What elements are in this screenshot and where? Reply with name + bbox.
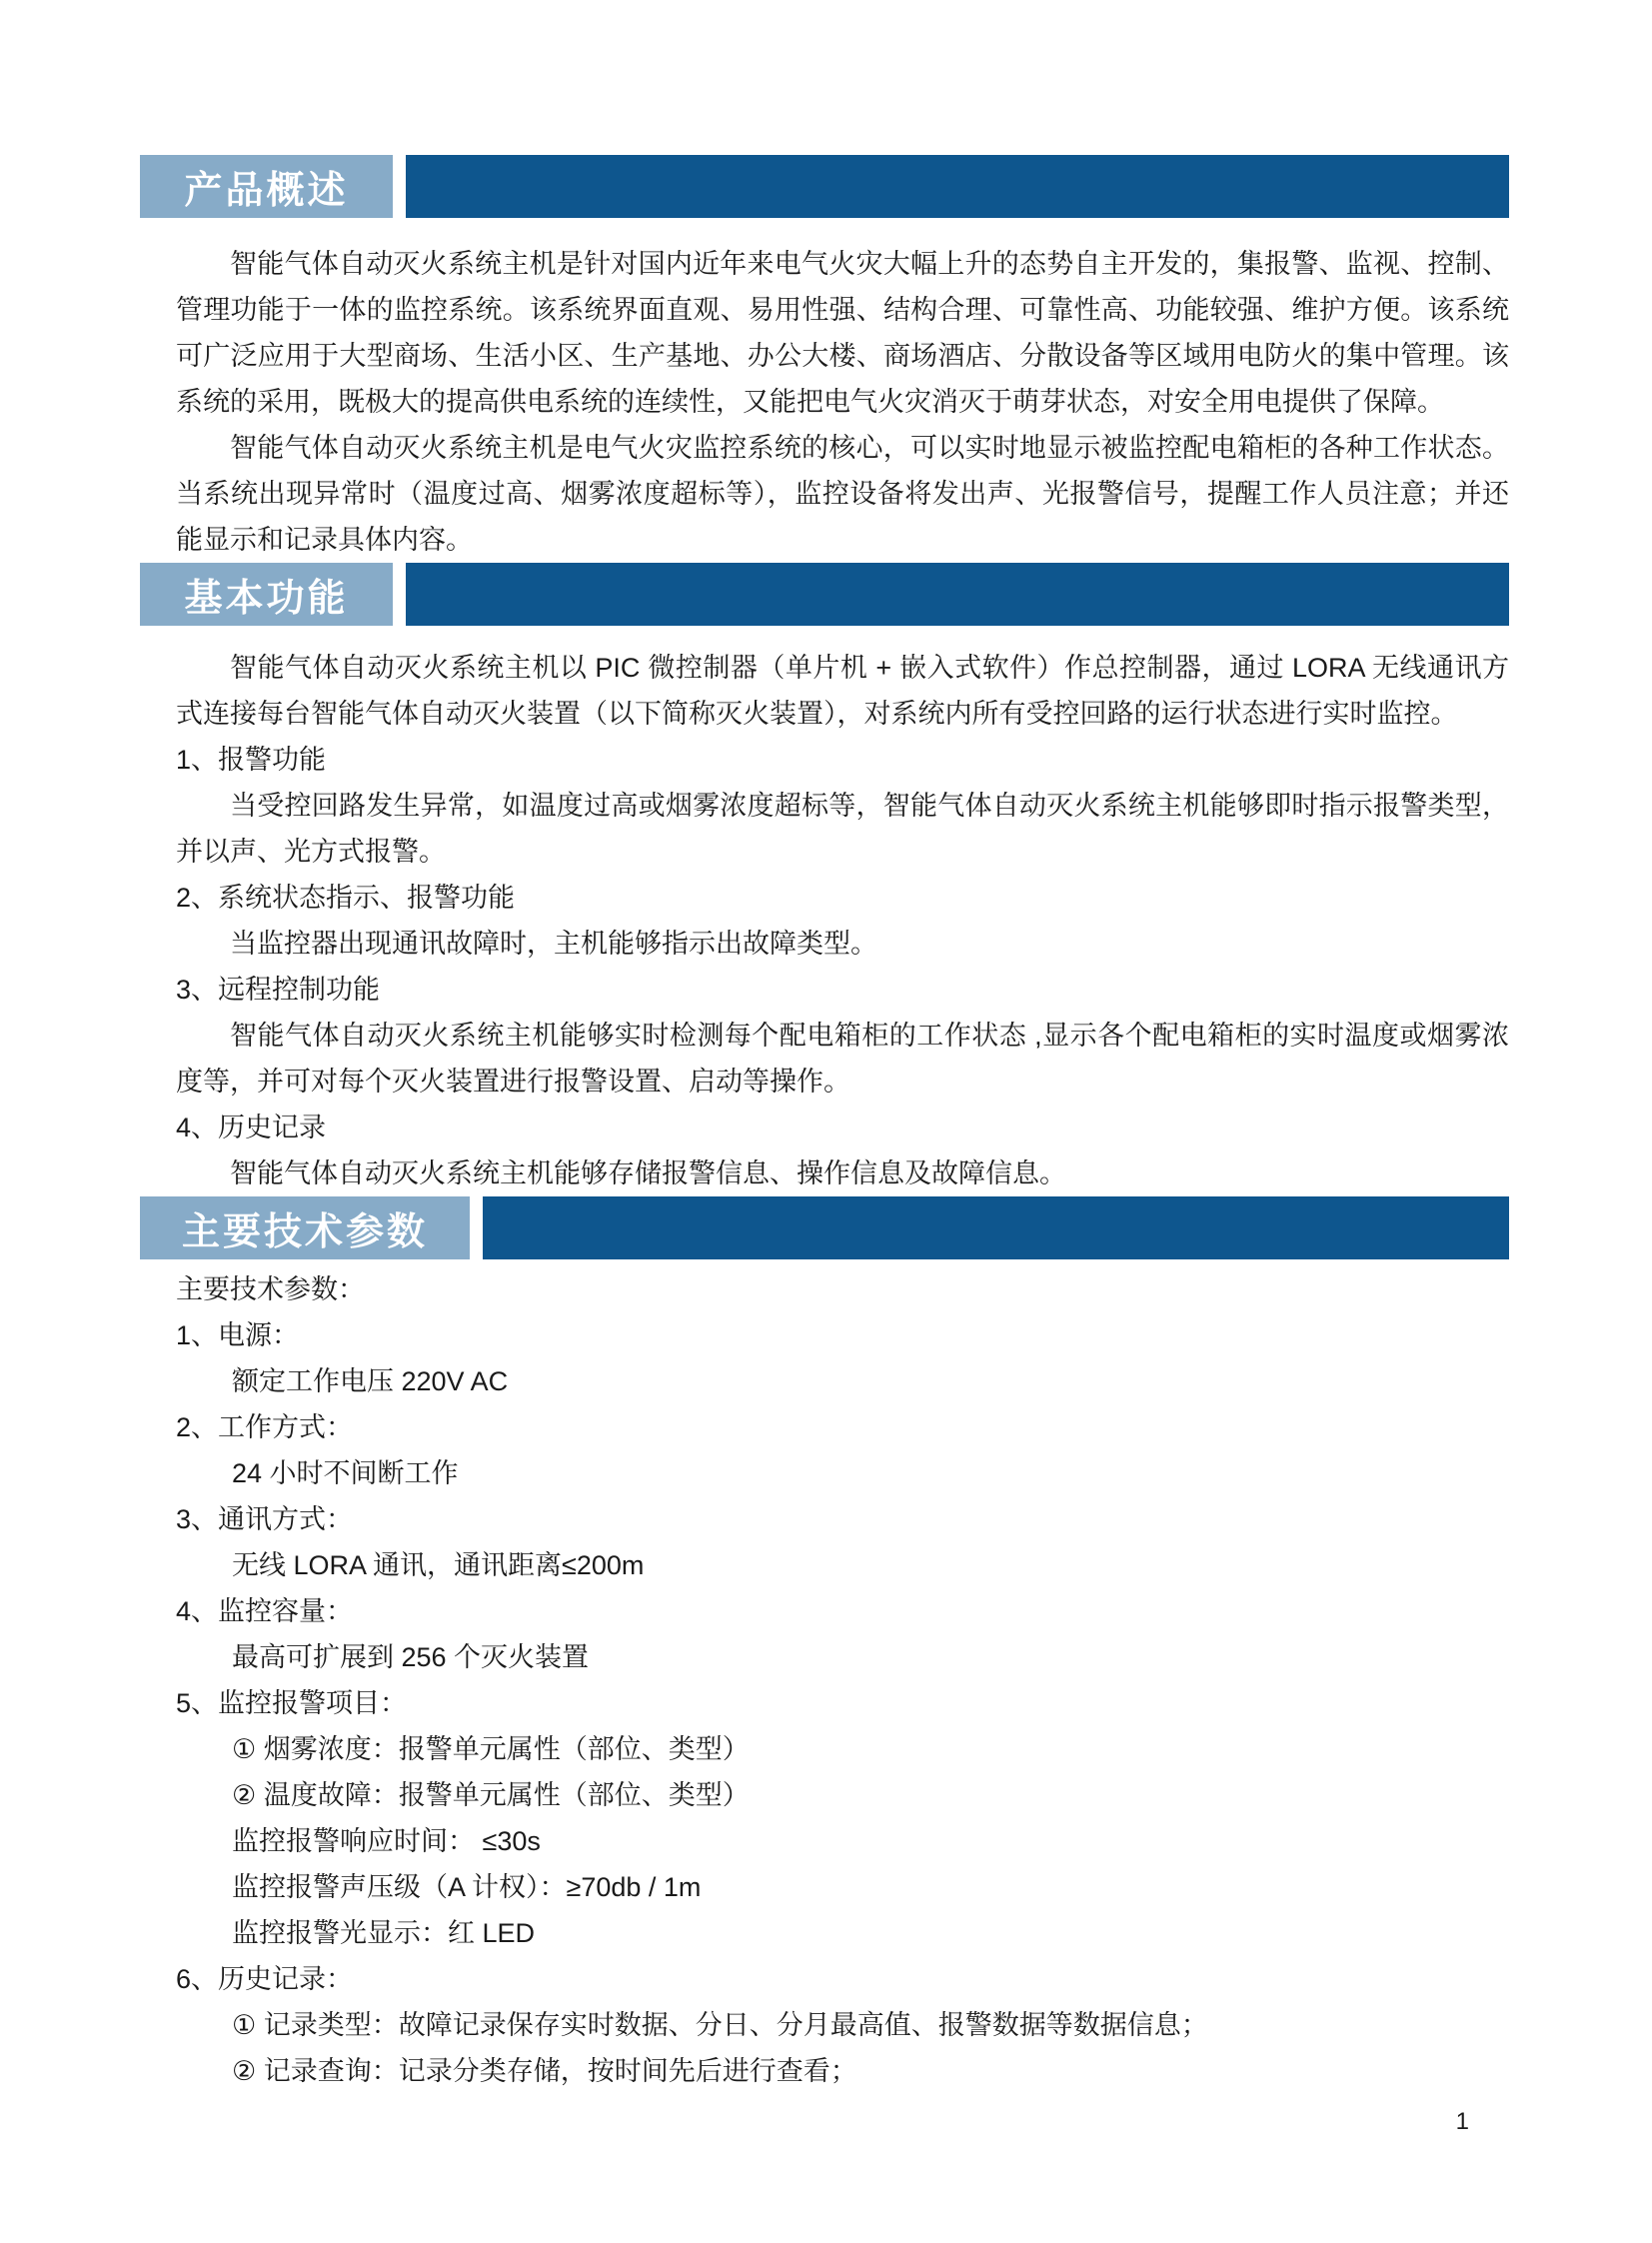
section-title-basic-functions: 基本功能 bbox=[140, 563, 393, 626]
parameter-5-item-1: ① 烟雾浓度：报警单元属性（部位、类型） bbox=[232, 1734, 750, 1764]
section-header-technical-parameters bbox=[140, 1196, 1509, 1259]
parameter-6-item-1: ① 记录类型：故障记录保存实时数据、分日、分月最高值、报警数据等数据信息； bbox=[232, 2010, 1208, 2040]
parameter-3-value: 无线 LORA 通讯，通讯距离≤200m bbox=[232, 1550, 645, 1580]
document-content bbox=[140, 0, 1509, 2142]
section-header-bar bbox=[483, 1196, 1509, 1259]
function-item-2-title: 2、系统状态指示、报警功能 bbox=[176, 883, 516, 913]
parameter-4-value: 最高可扩展到 256 个灭火装置 bbox=[232, 1642, 590, 1672]
paragraph-overview-2: 智能气体自动灭火系统主机是电气火灾监控系统的核心，可以实时地显示被监控配电箱柜的各种工作状态。当系统出现异常时（温度过高、烟雾浓度超标等），监控设备将发出声、光报警信号，提醒工作人员注意；并还能显示和记录具体内容。 bbox=[176, 433, 1509, 555]
function-item-4-body: 智能气体自动灭火系统主机能够存储报警信息、操作信息及故障信息。 bbox=[230, 1158, 1066, 1188]
parameter-1-title: 1、电源： bbox=[176, 1320, 300, 1350]
parameter-1-value: 额定工作电压 220V AC bbox=[232, 1366, 509, 1396]
function-item-1-title: 1、报警功能 bbox=[176, 745, 327, 775]
paragraph-overview-1: 智能气体自动灭火系统主机是针对国内近年来电气火灾大幅上升的态势自主开发的，集报警、监视、控制、管理功能于一体的监控系统。该系统界面直观、易用性强、结构合理、可靠性高、功能较强、维护方便。该系统可广泛应用于大型商场、生活小区、生产基地、办公大楼、商场酒店、分散设备等区域用电防火的集中管理。该系统的采用，既极大的提高供电系统的连续性，又能把电气火灾消灭于萌芽状态，对安全用电提供了保障。 bbox=[176, 249, 1509, 417]
parameter-2-value: 24 小时不间断工作 bbox=[232, 1458, 459, 1488]
function-item-2-body: 当监控器出现通讯故障时，主机能够指示出故障类型。 bbox=[230, 929, 877, 959]
parameters-intro: 主要技术参数： bbox=[176, 1274, 365, 1304]
parameter-6-title: 6、历史记录： bbox=[176, 1964, 354, 1994]
parameter-3-title: 3、通讯方式： bbox=[176, 1504, 354, 1534]
section-header-product-overview bbox=[140, 155, 1509, 218]
section-header-basic-functions bbox=[140, 563, 1509, 626]
parameter-5-item-2: ② 温度故障：报警单元属性（部位、类型） bbox=[232, 1780, 750, 1810]
function-item-1-body: 当受控回路发生异常，如温度过高或烟雾浓度超标等，智能气体自动灭火系统主机能够即时指示报警类型，并以声、光方式报警。 bbox=[176, 791, 1509, 867]
parameter-5-title: 5、监控报警项目： bbox=[176, 1688, 408, 1718]
function-item-3-body: 智能气体自动灭火系统主机能够实时检测每个配电箱柜的工作状态 ,显示各个配电箱柜的实时温度或烟雾浓度等，并可对每个灭火装置进行报警设置、启动等操作。 bbox=[176, 1021, 1509, 1097]
parameter-2-title: 2、工作方式： bbox=[176, 1412, 354, 1442]
section-title-product-overview: 产品概述 bbox=[140, 155, 393, 218]
function-item-4-title: 4、历史记录 bbox=[176, 1113, 327, 1142]
parameter-5-item-3: 监控报警响应时间： ≤30s bbox=[232, 1826, 541, 1856]
section-title-technical-parameters: 主要技术参数 bbox=[140, 1196, 470, 1259]
page-number: 1 bbox=[1455, 2108, 1469, 2135]
parameter-5-item-5: 监控报警光显示：红 LED bbox=[232, 1918, 536, 1948]
function-item-3-title: 3、远程控制功能 bbox=[176, 975, 381, 1005]
paragraph-functions-intro: 智能气体自动灭火系统主机以 PIC 微控制器（单片机 + 嵌入式软件）作总控制器，通过 LORA 无线通讯方式连接每台智能气体自动灭火装置（以下简称灭火装置），对系统内所有受控回路的运行状态进行实时监控。 bbox=[176, 653, 1509, 729]
parameter-4-title: 4、监控容量： bbox=[176, 1596, 354, 1626]
parameter-6-item-2: ② 记录查询：记录分类存储，按时间先后进行查看； bbox=[232, 2056, 857, 2086]
section-header-bar bbox=[406, 155, 1509, 218]
parameter-5-item-4: 监控报警声压级（A 计权）：≥70db / 1m bbox=[232, 1872, 702, 1902]
section-header-bar bbox=[406, 563, 1509, 626]
